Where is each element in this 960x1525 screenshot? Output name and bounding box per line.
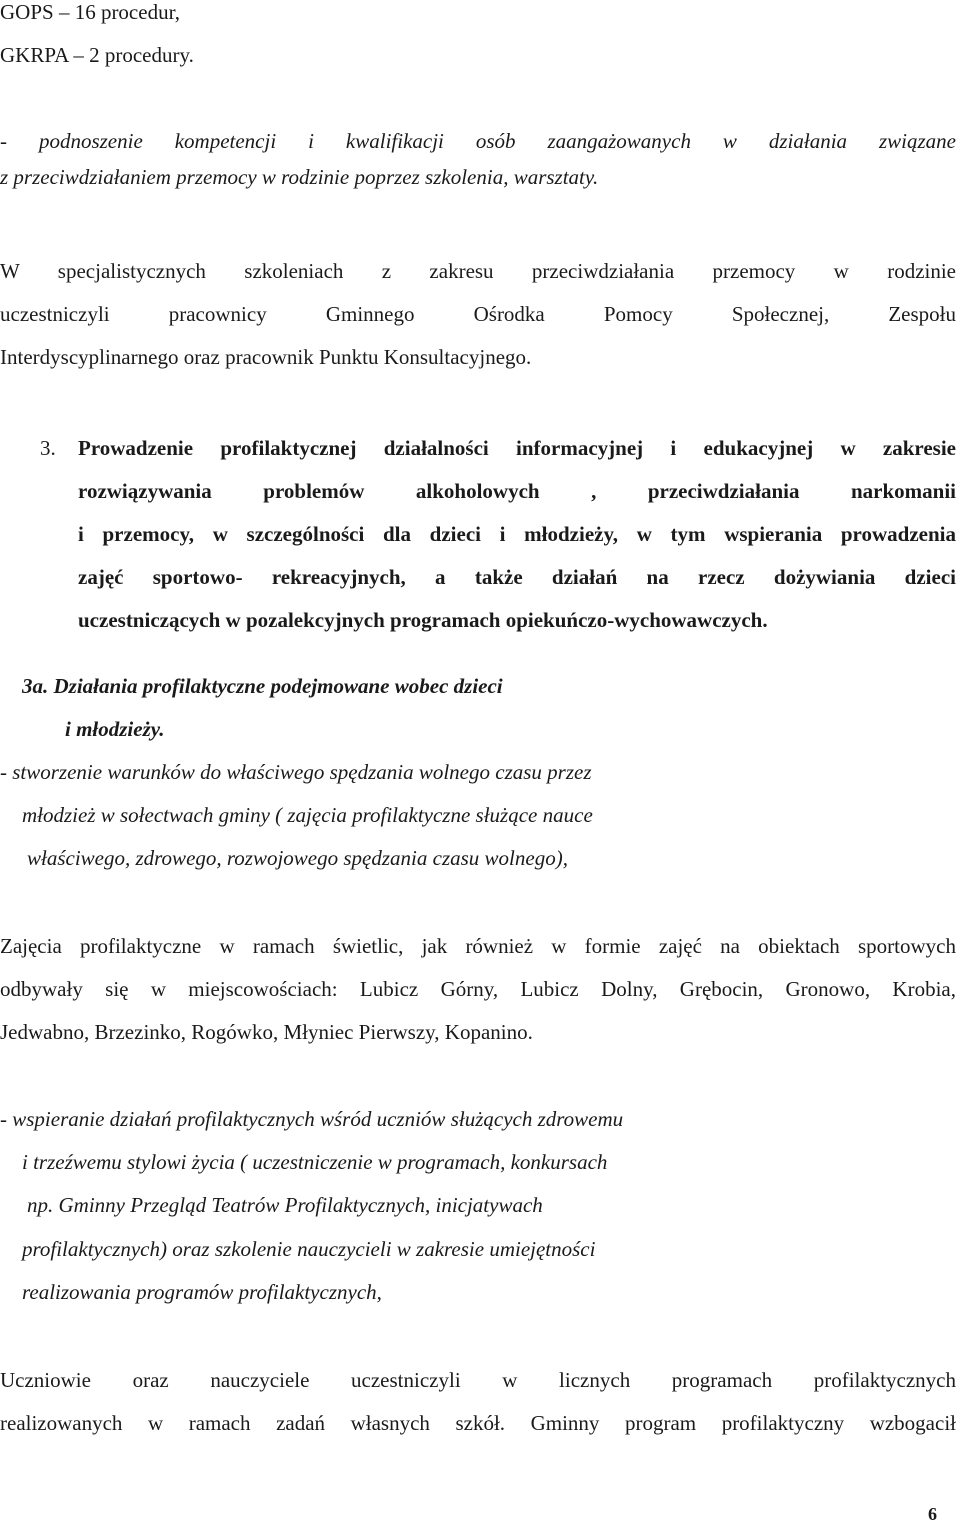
section-3-heading-line-3: i przemocy, w szczególności dla dzieci i młodzieży, w tym wspierania prowadzenia (78, 522, 956, 546)
support-bullet-line-4: profilaktycznych) oraz szkolenie nauczycieli w zakresie umiejętności (22, 1237, 596, 1261)
training-paragraph-line-2: uczestniczyli pracownicy Gminnego Ośrodka Pomocy Społecznej, Zespołu (0, 302, 956, 326)
training-paragraph-line-3: Interdyscyplinarnego oraz pracownik Punktu Konsultacyjnego. (0, 345, 532, 369)
intro-line-gops: GOPS – 16 procedur, (0, 0, 180, 24)
support-bullet-line-2: i trzeźwemu stylowi życia ( uczestniczenie w programach, konkursach (22, 1150, 608, 1174)
section-3-heading-line-1: Prowadzenie profilaktycznej działalności informacyjnej i edukacyjnej w zakresie (78, 436, 956, 460)
support-bullet-line-3: np. Gminny Przegląd Teatrów Profilaktycznych, inicjatywach (27, 1193, 543, 1217)
students-paragraph-line-1: Uczniowie oraz nauczyciele uczestniczyli w licznych programach profilaktycznych (0, 1368, 956, 1392)
section-3a-heading-line-2: i młodzieży. (65, 717, 165, 741)
activities-paragraph-line-1: Zajęcia profilaktyczne w ramach świetlic, jak również w formie zajęć na obiektach sportowych (0, 934, 956, 958)
intro-line-gkrpa: GKRPA – 2 procedury. (0, 43, 194, 67)
page-number: 6 (928, 1504, 937, 1524)
activities-paragraph-line-2: odbywały się w miejscowościach: Lubicz Górny, Lubicz Dolny, Grębocin, Gronowo, Krobia, (0, 977, 956, 1001)
activities-paragraph-line-3: Jedwabno, Brzezinko, Rogówko, Młyniec Pierwszy, Kopanino. (0, 1020, 533, 1044)
section-3-heading-line-4: zajęć sportowo- rekreacyjnych, a także działań na rzecz dożywiania dzieci (78, 565, 956, 589)
competence-bullet-line-2: z przeciwdziałaniem przemocy w rodzinie poprzez szkolenia, warsztaty. (0, 165, 599, 189)
section-3a-bullet-line-2: młodzież w sołectwach gminy ( zajęcia profilaktyczne służące nauce (22, 803, 593, 827)
support-bullet-line-1: - wspieranie działań profilaktycznych wśród uczniów służących zdrowemu (0, 1107, 624, 1131)
training-paragraph-line-1: W specjalistycznych szkoleniach z zakresu przeciwdziałania przemocy w rodzinie (0, 259, 956, 283)
section-3a-bullet-line-1: - stworzenie warunków do właściwego spędzania wolnego czasu przez (0, 760, 592, 784)
section-3a-bullet-line-3: właściwego, zdrowego, rozwojowego spędzania czasu wolnego), (27, 846, 568, 870)
students-paragraph-line-2: realizowanych w ramach zadań własnych szkół. Gminny program profilaktyczny wzbogacił (0, 1411, 956, 1435)
section-3-heading-line-2: rozwiązywania problemów alkoholowych , przeciwdziałania narkomanii (78, 479, 956, 503)
section-3-heading-line-5: uczestniczących w pozalekcyjnych programach opiekuńczo-wychowawczych. (78, 608, 768, 632)
section-3-number: 3. (40, 436, 56, 460)
support-bullet-line-5: realizowania programów profilaktycznych, (22, 1280, 382, 1304)
section-3a-heading-line-1: 3a. Działania profilaktyczne podejmowane wobec dzieci (22, 674, 503, 698)
competence-bullet-line-1: - podnoszenie kompetencji i kwalifikacji osób zaangażowanych w działania związane (0, 129, 956, 153)
